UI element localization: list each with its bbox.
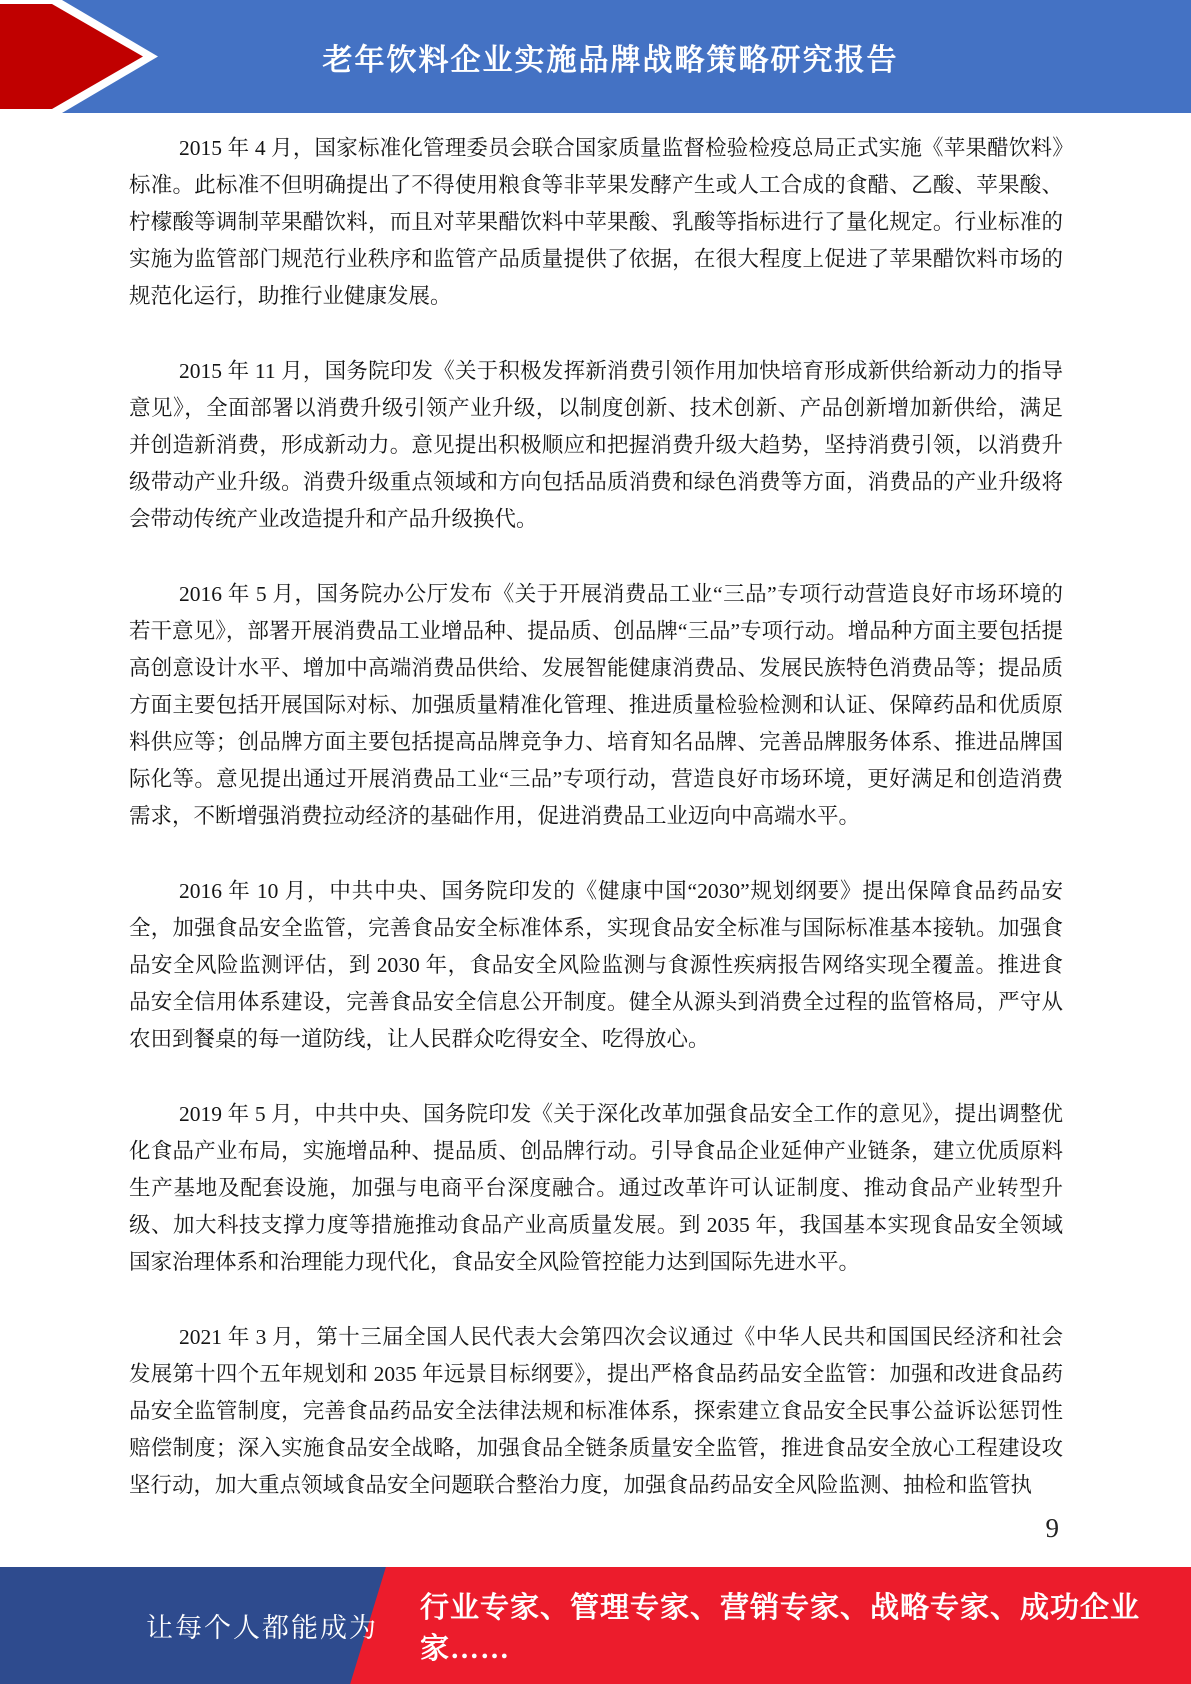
footer-slogan-right: 行业专家、管理专家、营销专家、战略专家、成功企业家…… xyxy=(420,1591,1141,1665)
page-number: 9 xyxy=(1045,1513,1059,1543)
body-text xyxy=(129,130,1063,1504)
body-paragraph: 2015 年 4 月，国家标准化管理委员会联合国家质量监督检验检疫总局正式实施《苹果醋饮料》标准。此标准不但明确提出了不得使用粮食等非苹果发酵产生或人工合成的食醋、乙酸、苹果酸、柠檬酸等调制苹果醋饮料，而且对苹果醋饮料中苹果酸、乳酸等指标进行了量化规定。行业标准的实施为监管部门规范行业秩序和监管产品质量提供了依据，在很大程度上促进了苹果醋饮料市场的规范化运行，助推行业健康发展。 xyxy=(129,136,1063,308)
body-paragraph: 2016 年 10 月，中共中央、国务院印发的《健康中国“2030”规划纲要》提出保障食品药品安全，加强食品安全监管，完善食品安全标准体系，实现食品安全标准与国际标准基本接轨。加强食品安全风险监测评估，到 2030 年，食品安全风险监测与食源性疾病报告网络实现全覆盖。推进食品安全信用体系建设，完善食品安全信息公开制度。健全从源头到消费全过程的监管格局，严守从农田到餐桌的每一道防线，让人民群众吃得安全、吃得放心。 xyxy=(129,879,1063,1051)
body-paragraph: 2019 年 5 月，中共中央、国务院印发《关于深化改革加强食品安全工作的意见》，提出调整优化食品产业布局，实施增品种、提品质、创品牌行动。引导食品企业延伸产业链条，建立优质原料生产基地及配套设施，加强与电商平台深度融合。通过改革许可认证制度、推动食品产业转型升级、加大科技支撑力度等措施推动食品产业高质量发展。到 2035 年，我国基本实现食品安全领域国家治理体系和治理能力现代化，食品安全风险管控能力达到国际先进水平。 xyxy=(129,1102,1063,1274)
report-title: 老年饮料企业实施品牌战略策略研究报告 xyxy=(322,43,899,77)
header-banner xyxy=(0,0,1191,113)
body-paragraph: 2021 年 3 月，第十三届全国人民代表大会第四次会议通过《中华人民共和国国民经济和社会发展第十四个五年规划和 2035 年远景目标纲要》，提出严格食品药品安全监管：加强和改进食品药品安全监管制度，完善食品药品安全法律法规和标准体系，探索建立食品安全民事公益诉讼惩罚性赔偿制度；深入实施食品安全战略，加强食品全链条质量安全监管，推进食品安全放心工程建设攻坚行动，加大重点领域食品安全问题联合整治力度，加强食品药品安全风险监测、抽检和监管执 xyxy=(129,1325,1063,1497)
body-paragraph: 2016 年 5 月，国务院办公厅发布《关于开展消费品工业“三品”专项行动营造良好市场环境的若干意见》，部署开展消费品工业增品种、提品质、创品牌“三品”专项行动。增品种方面主要包括提高创意设计水平、增加中高端消费品供给、发展智能健康消费品、发展民族特色消费品等；提品质方面主要包括开展国际对标、加强质量精准化管理、推进质量检验检测和认证、保障药品和优质原料供应等；创品牌方面主要包括提高品牌竞争力、培育知名品牌、完善品牌服务体系、推进品牌国际化等。意见提出通过开展消费品工业“三品”专项行动，营造良好市场环境，更好满足和创造消费需求，不断增强消费拉动经济的基础作用，促进消费品工业迈向中高端水平。 xyxy=(129,582,1063,828)
body-paragraph: 2015 年 11 月，国务院印发《关于积极发挥新消费引领作用加快培育形成新供给新动力的指导意见》，全面部署以消费升级引领产业升级，以制度创新、技术创新、产品创新增加新供给，满足并创造新消费，形成新动力。意见提出积极顺应和把握消费升级大趋势，坚持消费引领，以消费升级带动产业升级。消费升级重点领域和方向包括品质消费和绿色消费等方面，消费品的产业升级将会带动传统产业改造提升和产品升级换代。 xyxy=(129,359,1063,531)
footer-slogan-left: 让每个人都能成为 xyxy=(146,1613,378,1643)
footer-banner xyxy=(0,1567,1191,1684)
